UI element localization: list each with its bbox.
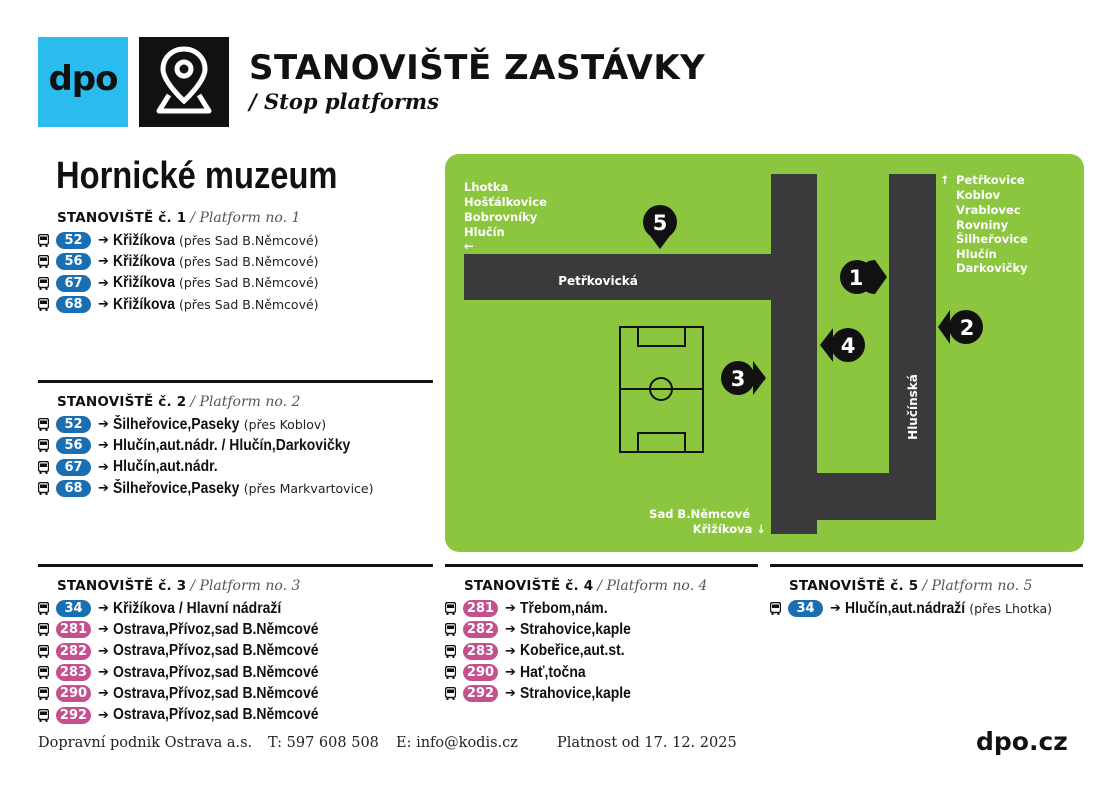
- platform-2: [38, 393, 373, 499]
- bus-icon: [38, 277, 49, 290]
- platform-3: [38, 577, 319, 726]
- arrow-right-icon: ➔: [98, 275, 109, 291]
- arrow-right-icon: ➔: [98, 438, 109, 454]
- destination-group: [520, 642, 624, 660]
- platform-title: STANOVIŠTĚ č. 1: [57, 210, 187, 226]
- street-label-petrkovicka: Petřkovická: [558, 274, 638, 288]
- footer-company: Dopravní podnik Ostrava a.s.: [38, 735, 253, 751]
- line-destination: Šilheřovice,Paseky: [112, 479, 240, 497]
- platform-1: [38, 209, 319, 315]
- direction-down-place: Křižíkova ↓: [692, 522, 766, 536]
- line-row: [38, 662, 319, 683]
- bus-icon: [38, 645, 49, 658]
- line-number-badge: 282: [56, 643, 91, 660]
- destination-group: [113, 253, 319, 271]
- line-row: [38, 230, 319, 251]
- line-list: [770, 598, 1052, 619]
- marker-label: 5: [652, 211, 668, 235]
- line-number-badge: 281: [56, 621, 91, 638]
- footer-validity: Platnost od 17. 12. 2025: [557, 735, 737, 751]
- line-destination: Třebom,nám.: [519, 599, 608, 617]
- marker-label: 4: [840, 334, 856, 358]
- line-list: [38, 598, 319, 726]
- bus-icon: [38, 234, 49, 247]
- destination-group: [113, 685, 319, 703]
- bus-icon: [38, 687, 49, 700]
- destination-group: [113, 664, 319, 682]
- arrow-right-icon: ➔: [830, 601, 841, 617]
- platform-title-en: / Platform no. 1: [190, 210, 301, 226]
- line-destination: Strahovice,kaple: [519, 620, 631, 638]
- line-number-badge: 282: [463, 621, 498, 638]
- arrow-right-icon: ➔: [98, 643, 109, 659]
- bus-icon: [38, 461, 49, 474]
- platform-title: STANOVIŠTĚ č. 3: [57, 578, 187, 594]
- bus-icon: [445, 666, 456, 679]
- destination-group: [113, 600, 281, 618]
- line-destination: Šilheřovice,Paseky: [112, 415, 240, 433]
- destination-group: [113, 437, 350, 455]
- stop-name: Hornické muzeum: [56, 155, 338, 197]
- line-number-badge: 68: [56, 296, 91, 313]
- arrow-right-icon: ➔: [505, 665, 516, 681]
- bus-icon: [38, 439, 49, 452]
- line-destination: Křižíkova: [112, 252, 175, 270]
- line-number-badge: 67: [56, 459, 91, 476]
- line-row: [38, 457, 373, 478]
- line-destination: Ostrava,Přívoz,sad B.Němcové: [112, 620, 319, 638]
- line-via: (přes Sad B.Němcové): [178, 232, 319, 248]
- platform-heading: [770, 577, 1052, 595]
- destination-group: [520, 621, 631, 639]
- line-destination: Hlučín,aut.nádr.: [112, 458, 218, 476]
- direction-left-place: Hlučín: [464, 225, 505, 239]
- arrow-left-icon: ←: [464, 239, 474, 253]
- location-pin-logo: [139, 37, 229, 127]
- line-row: [38, 641, 319, 662]
- destination-group: [845, 600, 1052, 618]
- direction-up-place: Darkovičky: [956, 261, 1028, 275]
- page-title: STANOVIŠTĚ ZASTÁVKY: [249, 48, 706, 88]
- line-destination: Kobeřice,aut.st.: [519, 642, 625, 660]
- line-destination: Hať,točna: [519, 663, 586, 681]
- bus-icon: [38, 298, 49, 311]
- platform-heading: [445, 577, 707, 595]
- destination-group: [113, 480, 374, 498]
- line-row: [38, 435, 373, 456]
- destination-group: [113, 458, 217, 476]
- line-via: (přes Sad B.Němcové): [178, 253, 319, 269]
- website-link[interactable]: dpo.cz: [976, 727, 1068, 756]
- line-number-badge: 292: [56, 707, 91, 724]
- destination-group: [520, 685, 631, 703]
- line-destination: Ostrava,Přívoz,sad B.Němcové: [112, 642, 319, 660]
- platform-heading: [38, 393, 373, 411]
- line-row: [38, 683, 319, 704]
- arrow-right-icon: ➔: [98, 601, 109, 617]
- arrow-right-icon: ➔: [98, 622, 109, 638]
- destination-group: [520, 664, 585, 682]
- platform-title: STANOVIŠTĚ č. 5: [789, 578, 919, 594]
- line-number-badge: 67: [56, 275, 91, 292]
- bus-icon: [445, 687, 456, 700]
- line-row: [445, 683, 707, 704]
- line-number-badge: 290: [463, 664, 498, 681]
- arrow-right-icon: ➔: [98, 665, 109, 681]
- bus-icon: [38, 482, 49, 495]
- direction-left-place: Bobrovníky: [464, 210, 538, 224]
- arrow-right-icon: ➔: [505, 622, 516, 638]
- line-row: [38, 704, 319, 725]
- line-number-badge: 281: [463, 600, 498, 617]
- line-row: [445, 598, 707, 619]
- dpo-logo: [38, 37, 128, 127]
- destination-group: [113, 416, 326, 434]
- destination-group: [113, 706, 319, 724]
- arrow-right-icon: ➔: [98, 417, 109, 433]
- line-via: (přes Koblov): [243, 416, 327, 432]
- page-subtitle: / Stop platforms: [249, 89, 439, 114]
- line-number-badge: 292: [463, 685, 498, 702]
- line-destination: Křižíkova: [112, 231, 175, 249]
- platform-title-en: / Platform no. 3: [190, 578, 301, 594]
- line-destination: Ostrava,Přívoz,sad B.Němcové: [112, 663, 319, 681]
- line-list: [38, 414, 373, 499]
- line-row: [38, 619, 319, 640]
- line-destination: Hlučín,aut.nádraží: [844, 599, 966, 617]
- line-number-badge: 290: [56, 685, 91, 702]
- arrow-right-icon: ➔: [98, 707, 109, 723]
- divider-platform-3: [38, 564, 433, 567]
- line-row: [38, 273, 319, 294]
- destination-group: [113, 296, 319, 314]
- arrow-right-icon: ➔: [98, 254, 109, 270]
- bus-icon: [445, 623, 456, 636]
- bus-icon: [38, 255, 49, 268]
- line-row: [38, 478, 373, 499]
- line-number-badge: 56: [56, 253, 91, 270]
- line-via: (přes Sad B.Němcové): [178, 296, 319, 312]
- line-number-badge: 34: [788, 600, 823, 617]
- direction-up-place: Vrablovec: [956, 203, 1021, 217]
- divider-platform-5: [770, 564, 1083, 567]
- platform-title-en: / Platform no. 4: [597, 578, 708, 594]
- footer-email: E: info@kodis.cz: [396, 735, 518, 751]
- divider-platform-2: [38, 380, 433, 383]
- direction-up-place: Koblov: [956, 188, 1001, 202]
- line-row: [38, 251, 319, 272]
- line-destination: Ostrava,Přívoz,sad B.Němcové: [112, 706, 319, 724]
- line-number-badge: 34: [56, 600, 91, 617]
- line-destination: Ostrava,Přívoz,sad B.Němcové: [112, 684, 319, 702]
- bus-icon: [38, 602, 49, 615]
- line-via: (přes Lhotka): [969, 600, 1053, 616]
- direction-up-place: Hlučín: [956, 247, 997, 261]
- marker-label: 3: [730, 367, 746, 391]
- platform-5: [770, 577, 1052, 619]
- line-destination: Křižíkova: [112, 295, 175, 313]
- destination-group: [520, 600, 607, 618]
- platform-map: [445, 154, 1084, 552]
- direction-up-place: Petřkovice: [956, 173, 1025, 187]
- direction-left-place: Lhotka: [464, 180, 509, 194]
- line-destination: Hlučín,aut.nádr. / Hlučín,Darkovičky: [112, 436, 351, 454]
- line-list: [38, 230, 319, 315]
- line-number-badge: 283: [463, 643, 498, 660]
- line-list: [445, 598, 707, 704]
- destination-group: [113, 232, 319, 250]
- line-number-badge: 56: [56, 437, 91, 454]
- arrow-right-icon: ➔: [98, 481, 109, 497]
- bus-icon: [38, 623, 49, 636]
- line-number-badge: 52: [56, 416, 91, 433]
- divider-platform-4: [445, 564, 758, 567]
- platform-title-en: / Platform no. 2: [190, 394, 301, 410]
- destination-group: [113, 274, 319, 292]
- line-destination: Strahovice,kaple: [519, 684, 631, 702]
- line-number-badge: 52: [56, 232, 91, 249]
- footer-phone: T: 597 608 508: [268, 735, 379, 751]
- dpo-logo-text: dpo: [48, 59, 118, 99]
- platform-4: [445, 577, 707, 704]
- destination-group: [113, 642, 319, 660]
- line-row: [445, 619, 707, 640]
- line-row: [445, 641, 707, 662]
- bus-icon: [38, 666, 49, 679]
- location-pin-icon: [139, 37, 229, 127]
- line-row: [38, 294, 319, 315]
- arrow-right-icon: ➔: [98, 459, 109, 475]
- arrow-right-icon: ➔: [98, 233, 109, 249]
- platform-title-en: / Platform no. 5: [922, 578, 1033, 594]
- marker-label: 1: [848, 266, 864, 290]
- marker-label: 2: [959, 316, 975, 340]
- line-via: (přes Sad B.Němcové): [178, 275, 319, 291]
- platform-heading: [38, 209, 319, 227]
- street-label-hlucinska: Hlučínská: [906, 374, 920, 440]
- arrow-right-icon: ➔: [505, 643, 516, 659]
- bus-icon: [38, 709, 49, 722]
- bus-icon: [770, 602, 781, 615]
- direction-down-place: Sad B.Němcové: [649, 507, 750, 521]
- line-number-badge: 68: [56, 480, 91, 497]
- line-row: [770, 598, 1052, 619]
- line-via: (přes Markvartovice): [243, 480, 374, 496]
- bus-icon: [445, 602, 456, 615]
- bus-icon: [445, 645, 456, 658]
- platform-heading: [38, 577, 319, 595]
- line-destination: Křižíkova / Hlavní nádraží: [112, 599, 282, 617]
- destination-group: [113, 621, 319, 639]
- line-destination: Křižíkova: [112, 274, 175, 292]
- platform-title: STANOVIŠTĚ č. 2: [57, 394, 187, 410]
- arrow-right-icon: ➔: [98, 686, 109, 702]
- arrow-right-icon: ➔: [505, 601, 516, 617]
- platform-title: STANOVIŠTĚ č. 4: [464, 578, 594, 594]
- line-row: [38, 598, 319, 619]
- arrow-right-icon: ➔: [505, 686, 516, 702]
- direction-up-place: Rovniny: [956, 218, 1009, 232]
- bus-icon: [38, 418, 49, 431]
- direction-up-place: Šilheřovice: [956, 232, 1028, 246]
- arrow-up-icon: ↑: [940, 173, 950, 187]
- line-number-badge: 283: [56, 664, 91, 681]
- line-row: [445, 662, 707, 683]
- direction-left-place: Hošťálkovice: [464, 195, 547, 209]
- arrow-right-icon: ➔: [98, 297, 109, 313]
- line-row: [38, 414, 373, 435]
